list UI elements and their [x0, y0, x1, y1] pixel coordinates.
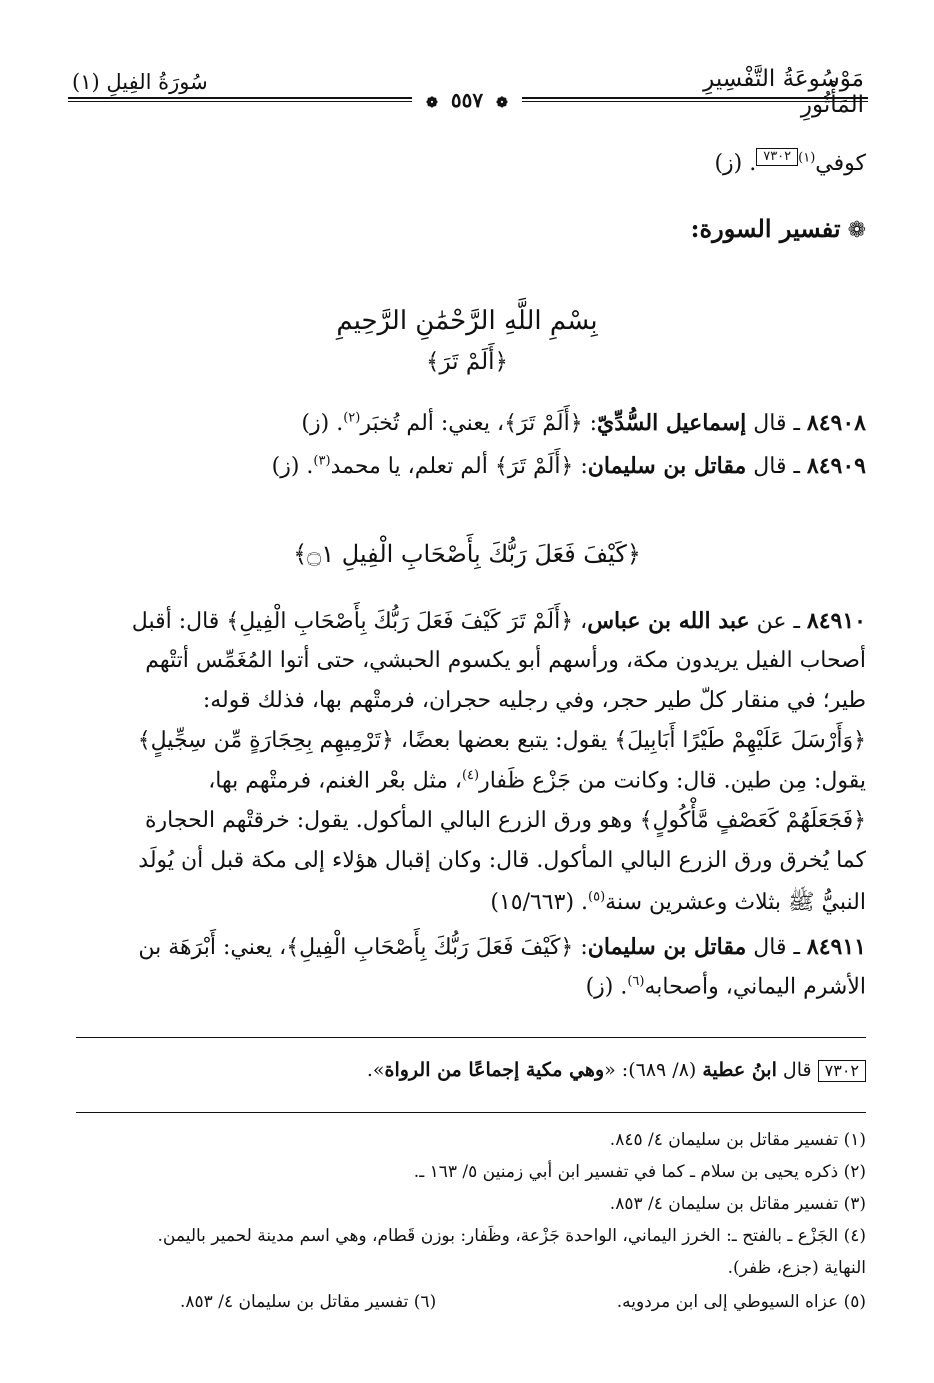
page-number-box — [412, 88, 522, 112]
quran-verse-heading: ﴿كَيْفَ فَعَلَ رَبُّكَ بِأَصْحَابِ الْفِيلِ ۝١﴾ — [293, 540, 641, 568]
note-text: (٨/ ٦٨٩): « — [604, 1059, 703, 1081]
footnote-marker: (٦) — [627, 974, 645, 989]
footnote-4-continued: النهاية (جزع، ظفر). — [727, 1258, 866, 1278]
note-separator — [76, 1037, 866, 1038]
narration-prefix: ـ عن — [749, 609, 807, 634]
narration-text: الأشرم اليماني، وأصحابه — [644, 974, 866, 1000]
footnote-marker: (٤) — [461, 768, 480, 783]
narration-prefix: ـ قال — [746, 411, 807, 436]
ornament-icon: ❁ — [496, 95, 508, 111]
note-reference-box: ٧٣٠٢ — [818, 1060, 866, 1082]
narration-prefix: ـ قال — [746, 454, 807, 479]
narrator-name: إسماعيل السُّدِّيّ — [597, 410, 747, 436]
source-tag: . (ز) — [301, 411, 344, 436]
footnote-marker: (٢) — [343, 410, 361, 426]
footnote-1: (١) تفسير مقاتل بن سليمان ٤/ ٨٤٥. — [609, 1130, 866, 1150]
narration-text: : ﴿أَلَمْ تَرَ﴾ ألم تعلم، يا محمد — [330, 454, 588, 479]
narrator-name: مقاتل بن سليمان — [587, 934, 747, 960]
footnote-separator — [76, 1112, 866, 1113]
narrator-name: مقاتل بن سليمان — [587, 453, 747, 479]
footnote-3: (٣) تفسير مقاتل بن سليمان ٤/ ٨٥٣. — [609, 1194, 866, 1214]
narration-text: ، ﴿أَلَمْ تَرَ كَيْفَ فَعَلَ رَبُّكَ بِأَصْحَابِ الْفِيلِ﴾ قال: أقبل — [131, 609, 588, 634]
footnote-marker: (١) — [798, 150, 816, 166]
footnote-2: (٢) ذكره يحيى بن سلام ـ كما في تفسير ابن أبي زمنين ٥/ ١٦٣ ـ. — [413, 1162, 866, 1182]
narration-84911-line-1 — [68, 934, 866, 960]
quran-verse-heading: ﴿أَلَمْ تَرَ﴾ — [425, 349, 509, 375]
section-title: تفسير السورة: — [690, 214, 841, 243]
narration-84910-line-2: أصحاب الفيل يريدون مكة، ورأسهم أبو يكسوم الحبشي، حتى أتوا المُغَمِّس أتتْهم — [145, 648, 866, 673]
source-tag: . (ز) — [585, 974, 628, 1000]
note-quote: وهي مكية إجماعًا من الرواة — [384, 1059, 605, 1081]
section-heading — [68, 214, 866, 243]
narration-text: ، مثل بعْر الغنم، فرمتْهم بها، — [208, 768, 462, 794]
narration-number: ٨٤٩١١ — [806, 934, 866, 960]
narration-84911-line-2 — [68, 974, 866, 999]
footnote-marker: (٥) — [588, 889, 606, 905]
narration-84910-line-8 — [68, 888, 866, 920]
basmala: بِسْمِ اللَّهِ الرَّحْمَٰنِ الرَّحِيمِ — [336, 306, 598, 336]
narration-84909 — [68, 453, 866, 479]
ornament-icon: ❁ — [426, 95, 438, 111]
note-7302 — [68, 1059, 866, 1082]
narration-84910-line-4: ﴿وَأَرْسَلَ عَلَيْهِمْ طَيْرًا أَبَابِيلَ﴾ يقول: يتبع بعضها بعضًا، ﴿تَرْمِيهِم بِحِجَارَةٍ مِّن سِجِّيلٍ﴾ — [137, 728, 866, 753]
narration-84910-line-7: كما يُخرق ورق الزرع البالي المأكول. قال: وكان إقبال هؤلاء إلى مكة قبل أن يُولَد — [138, 848, 866, 873]
running-title-surah: سُورَةُ الفِيلِ (١) — [72, 70, 208, 94]
intro-line — [68, 148, 866, 176]
source-tag: . (ز) — [271, 454, 314, 479]
source-tag: . (١٥/٦٦٣) — [490, 890, 589, 915]
narration-84910-line-5 — [68, 768, 866, 793]
note-reference-box: ٧٣٠٢ — [756, 148, 798, 166]
intro-word: كوفي — [815, 151, 866, 176]
narrator-name: عبد الله بن عباس — [587, 608, 750, 634]
note-text: قال — [776, 1059, 818, 1081]
note-text: ». — [366, 1059, 385, 1081]
narration-prefix: ـ قال — [746, 935, 807, 960]
narration-84910-line-3: طير؛ في منقار كلّ طير حجر، وفي رجليه حجران، فرمتْهم بها، فذلك قوله: — [202, 688, 866, 713]
narration-number: ٨٤٩٠٨ — [806, 410, 866, 436]
page-number-wrap — [0, 88, 934, 112]
narration-text: : ﴿أَلَمْ تَرَ﴾، يعني: ألم تُخبَر — [360, 411, 597, 436]
narration-84910-line-6: ﴿فَجَعَلَهُمْ كَعَصْفٍ مَّأْكُولٍ﴾ وهو ورق الزرع البالي المأكول. يقول: خرقتْهم الحجارة — [145, 808, 866, 833]
narration-text: يقول: مِن طين. قال: وكانت من جَزْع ظَفار — [479, 768, 866, 794]
narration-84908 — [68, 410, 866, 436]
footnote-marker: (٣) — [313, 453, 331, 469]
narration-text: : ﴿كَيْفَ فَعَلَ رَبُّكَ بِأَصْحَابِ الْفِيلِ﴾، يعني: أَبْرَهَة بن — [138, 935, 588, 960]
flower-ornament-icon: ❁ — [847, 218, 866, 243]
narration-number: ٨٤٩١٠ — [806, 608, 866, 634]
narration-number: ٨٤٩٠٩ — [806, 453, 866, 479]
footnote-5: (٥) عزاه السيوطي إلى ابن مردويه. — [616, 1292, 866, 1312]
page-number: ٥٥٧ — [450, 88, 484, 112]
footnote-6: (٦) تفسير مقاتل بن سليمان ٤/ ٨٥٣. — [180, 1292, 437, 1312]
source-tag: . (ز) — [714, 151, 757, 176]
narration-text: النبيُّ ﷺ بثلاث وعشرين سنة — [605, 890, 866, 915]
narration-84910-line-1 — [68, 608, 866, 634]
footnote-4: (٤) الجَزْع ـ بالفتح ـ: الخرز اليماني، الواحدة جَزْعة، وظَفار: بوزن قَطام، وهي اسم مدينة لحمير باليمن. — [157, 1226, 866, 1246]
scholar-name: ابنُ عطية — [702, 1059, 777, 1081]
running-title-book: مَوْسُوعَةُ التَّفْسِيرِ المَأْثُورِ — [703, 66, 864, 118]
